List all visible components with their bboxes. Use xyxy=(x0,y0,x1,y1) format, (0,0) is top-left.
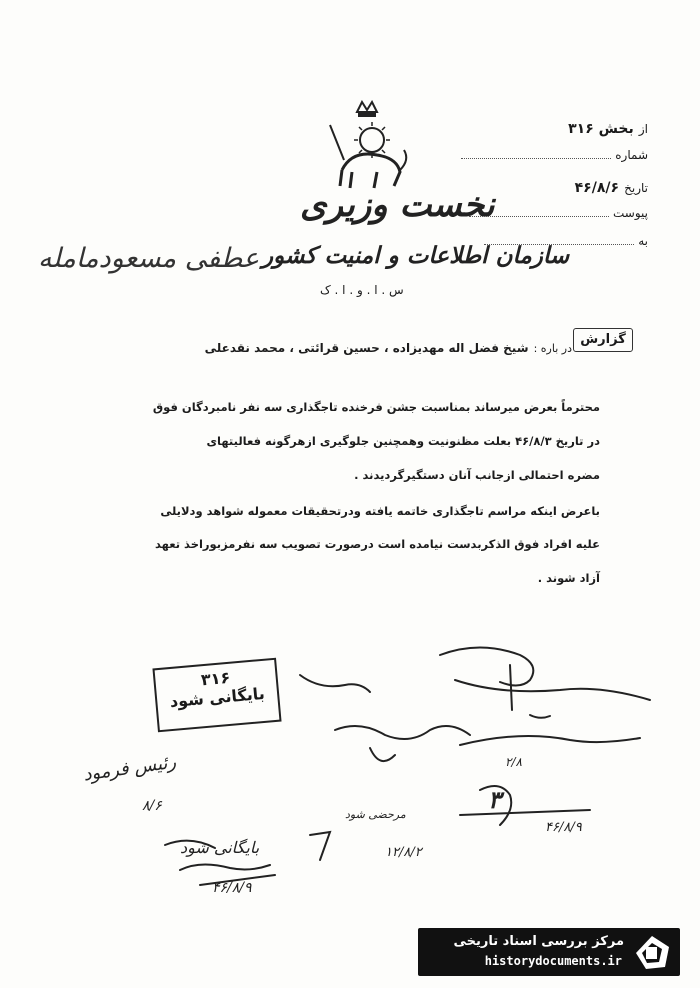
paragraph2-line2: علیه افراد فوق الذکربدست نیامده است درصورت تصویب سه نفرمزبوراخذ تعهد xyxy=(155,537,600,551)
stamp-number: ۳۱۶ xyxy=(200,667,231,690)
left-date: ۸/۶ xyxy=(142,798,162,814)
to-label: به xyxy=(638,234,648,248)
footer-watermark xyxy=(418,928,680,976)
organization-code: س . ا . و . ا . ک xyxy=(320,283,404,297)
paragraph1-line2: در تاریخ ۴۶/۸/۳ بعلت مظنونیت وهمچنین جلوگیری ازهرگونه فعالیتهای xyxy=(206,434,600,448)
paragraph1-line1: محترماً بعرض میرساند بمناسبت جشن فرخنده تاجگذاری سه نفر نامبردگان فوق xyxy=(152,400,600,414)
stamp-text: بایگانی شود xyxy=(169,683,266,712)
mid-note: مرحضی شود xyxy=(345,808,406,821)
subject-line xyxy=(205,337,572,356)
paragraph1-line3: مضره احتمالی ازجانب آنان دستگیرگردیدند . xyxy=(354,468,600,482)
right-date-1: ۲/۸ xyxy=(505,755,522,769)
meta-number xyxy=(461,148,648,162)
meta-date xyxy=(575,177,648,196)
paragraph2-line3: آزاد شوند . xyxy=(537,571,600,585)
attachment-label: پیوست xyxy=(613,206,648,220)
bottom-left-note: بایگانی شود xyxy=(180,838,260,857)
bottom-left-date: ۴۶/۸/۹ xyxy=(212,880,252,896)
left-handwriting: عطفی مسعودمامله xyxy=(38,243,260,274)
paragraph2-line1: باعرض اینکه مراسم تاجگذاری خاتمه یافته ودرتحقیقات معموله شواهد ودلایلی xyxy=(160,504,600,518)
meta-from xyxy=(478,118,648,137)
meta-attachment xyxy=(469,206,648,220)
organization-title: سازمان اطلاعات و امنیت کشور xyxy=(262,242,570,269)
right-number: ۳ xyxy=(488,785,501,814)
subject-label: در باره : xyxy=(533,342,572,355)
mid-date: ۱۲/۸/۲ xyxy=(385,845,422,860)
from-value: بخش ۳۱۶ xyxy=(568,121,634,137)
report-label: گزارش xyxy=(573,328,633,352)
number-label: شماره xyxy=(615,148,648,162)
meta-to xyxy=(484,234,648,248)
subject-value: شیخ فضل اله مهدیزاده ، حسین قرائتی ، محمد نقدعلی xyxy=(204,341,529,355)
footer-url: historydocuments.ir xyxy=(484,954,622,968)
lion-and-sun-crown-emblem xyxy=(322,100,412,195)
left-note: رئیس فرمود xyxy=(81,751,178,786)
archive-logo-icon xyxy=(632,933,672,971)
right-date-2: ۴۶/۸/۹ xyxy=(545,820,582,835)
from-label: از xyxy=(638,122,648,136)
date-value: ۴۶/۸/۶ xyxy=(574,180,620,196)
date-label: تاریخ xyxy=(624,181,648,195)
footer-name: مرکز بررسی اسناد تاریخی xyxy=(453,934,624,949)
ministry-title: نخست وزیری xyxy=(300,185,495,225)
